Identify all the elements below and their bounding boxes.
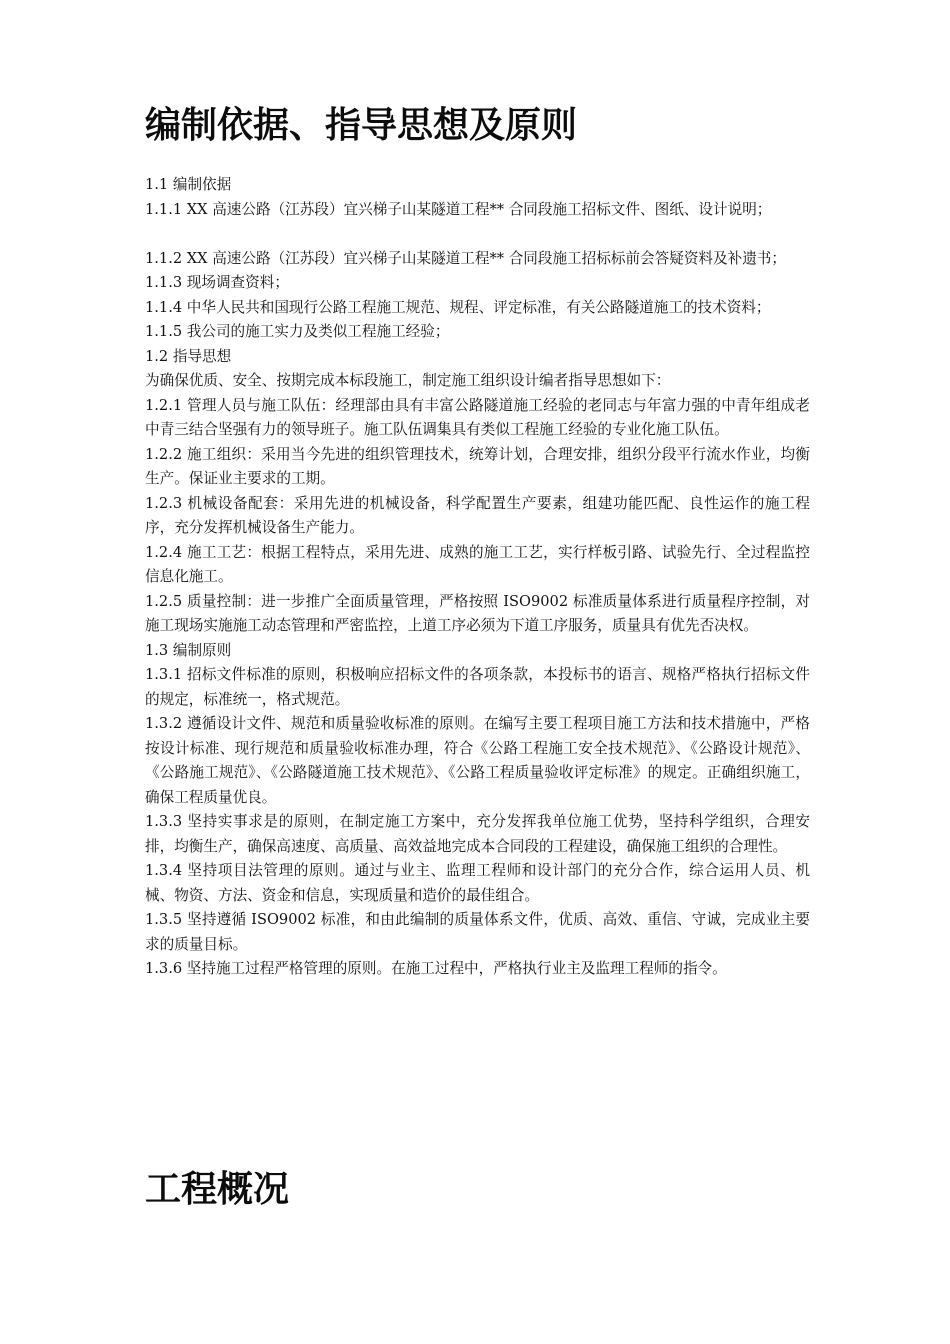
paragraph-1-2-3: 1.2.3 机械设备配套：采用先进的机械设备，科学配置生产要素，组建功能匹配、良性运作的施工程序，充分发挥机械设备生产能力。 <box>145 494 810 536</box>
paragraph-1-3-1: 1.3.1 招标文件标准的原则，积极响应招标文件的各项条款，本投标书的语言、规格严格执行招标文件的规定，标准统一，格式规范。 <box>145 666 810 708</box>
paragraph-1-2-4: 1.2.4 施工工艺：根据工程特点，采用先进、成熟的施工工艺，实行样板引路、试验先行、全过程监控信息化施工。 <box>145 543 810 585</box>
paragraph-1-3-2: 1.3.2 遵循设计文件、规范和质量验收标准的原则。在编写主要工程项目施工方法和技术措施中，严格按设计标准、现行规范和质量验收标准办理，符合《公路工程施工安全技术规范》、《公路设计规范》、《公路施工规范》、《公路隧道施工技术规范》、《公路工程质量验收评定标准》的规定。正确组织施工，确保工程质量优良。 <box>145 715 810 806</box>
paragraph-1-1-4: 1.1.4 中华人民共和国现行公路工程施工规范、规程、评定标准，有关公路隧道施工的技术资料； <box>145 298 771 316</box>
paragraph-1-2: 1.2 指导思想 <box>145 347 232 365</box>
paragraph-1-1-5: 1.1.5 我公司的施工实力及类似工程施工经验； <box>145 323 450 340</box>
section-heading-basis-principles: 编制依据、指导思想及原则 <box>145 105 578 146</box>
paragraph-1-3-3: 1.3.3 坚持实事求是的原则，在制定施工方案中，充分发挥我单位施工优势，坚持科学组织，合理安排，均衡生产，确保高速度、高质量、高效益地完成本合同段的工程建设，确保施工组织的合理性。 <box>145 813 810 855</box>
paragraph-1-2-2: 1.2.2 施工组织：采用当今先进的组织管理技术，统筹计划，合理安排，组织分段平行流水作业，均衡生产。保证业主要求的工期。 <box>145 445 810 487</box>
paragraph-1-3-6: 1.3.6 坚持施工过程严格管理的原则。在施工过程中，严格执行业主及监理工程师的指令。 <box>145 960 727 977</box>
paragraph-1-2-1: 1.2.1 管理人员与施工队伍：经理部由具有丰富公路隧道施工经验的老同志与年富力强的中青年组成老中青三结合坚强有力的领导班子。施工队伍调集具有类似工程施工经验的专业化施工队伍。 <box>145 396 810 438</box>
paragraph-1-2-5: 1.2.5 质量控制：进一步推广全面质量管理，严格按照 ISO9002 标准质量体系进行质量程序控制，对施工现场实施施工动态管理和严密监控，上道工序必须为下道工序服务，质量具有优先否决权。 <box>145 592 810 634</box>
paragraph-1-3-4: 1.3.4 坚持项目法管理的原则。通过与业主、监理工程师和设计部门的充分合作，综合运用人员、机械、物资、方法、资金和信息，实现质量和造价的最佳组合。 <box>145 862 810 904</box>
paragraph-1-1-1: 1.1.1 XX 高速公路（江苏段）宜兴梯子山某隧道工程** 合同段施工招标文件、图纸、设计说明； <box>145 200 772 218</box>
section-heading-project-overview: 工程概况 <box>145 1169 290 1210</box>
paragraph-1-1-2: 1.1.2 XX 高速公路（江苏段）宜兴梯子山某隧道工程** 合同段施工招标标前会答疑资料及补遗书； <box>145 249 786 267</box>
section-body-text <box>145 173 810 982</box>
paragraph-1-1: 1.1 编制依据 <box>145 176 232 193</box>
paragraph-1-2-intro: 为确保优质、安全、按期完成本标段施工，制定施工组织设计编者指导思想如下： <box>145 372 671 389</box>
paragraph-1-3: 1.3 编制原则 <box>145 641 232 659</box>
paragraph-1-3-5: 1.3.5 坚持遵循 ISO9002 标准，和由此编制的质量体系文件，优质、高效、重信、守诚，完成业主要求的质量目标。 <box>145 911 810 953</box>
paragraph-1-1-3: 1.1.3 现场调查资料； <box>145 274 289 291</box>
